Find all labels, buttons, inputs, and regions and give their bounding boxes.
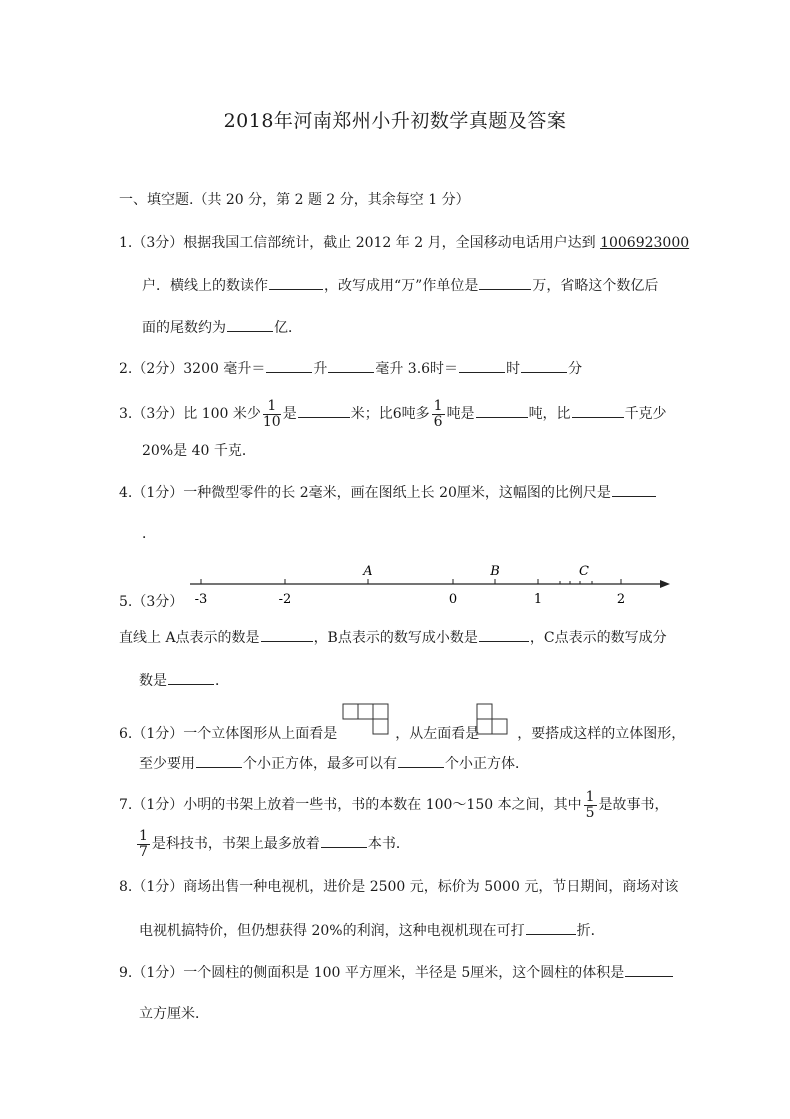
q2-text: 分 [568, 361, 583, 377]
q6-text: ，从左面看是 [395, 726, 480, 742]
page-title: 2018年河南郑州小升初数学真题及答案 [223, 110, 567, 132]
answer-blank[interactable] [625, 962, 673, 977]
q1-text: 万，省略这个数亿后 [532, 278, 659, 294]
question-1-line-1 [119, 233, 689, 253]
q5-text: ，B点表示的数写成小数是 [313, 630, 478, 646]
q1-text: 户．横线上的数读作 [142, 278, 268, 294]
question-6-line-1 [119, 724, 685, 744]
q2-text: 毫升 3.6时＝ [375, 361, 459, 377]
answer-blank[interactable] [612, 482, 656, 497]
answer-blank[interactable] [269, 275, 323, 290]
answer-blank[interactable] [328, 358, 374, 373]
fraction [263, 399, 281, 430]
q9-text: 9.（1分）一个圆柱的侧面积是 100 平方厘米，半径是 5厘米，这个圆柱的体积是 [119, 965, 625, 981]
question-8-line-2 [139, 920, 605, 941]
top-view-diagram [342, 703, 392, 737]
question-4-line-1 [119, 482, 657, 503]
number-line-ticks [201, 579, 621, 584]
fraction [432, 399, 445, 430]
point-b-label: B [490, 564, 500, 579]
q6-text: 个小正方体． [445, 756, 529, 772]
answer-blank[interactable] [321, 833, 367, 848]
q1-text: 1.（3分）根据我国工信部统计，截止 2012 年 2 月，全国移动电话用户达到 [119, 235, 601, 251]
cube-square [373, 719, 388, 734]
answer-blank[interactable] [298, 403, 350, 418]
answer-blank[interactable] [572, 403, 624, 418]
q1-number: 1006923000 [600, 235, 690, 251]
q6-text: 至少要用 [139, 756, 195, 772]
cube-square [373, 704, 388, 719]
q5-text: 数是 [139, 673, 167, 689]
tick-label: 0 [448, 592, 458, 607]
question-3-line-2: 20%是 40 千克． [142, 443, 256, 459]
fraction-denominator: 6 [433, 413, 443, 430]
question-9-line-2: 立方厘米． [139, 1006, 209, 1022]
cube-square [477, 704, 492, 719]
fraction-denominator: 7 [139, 843, 148, 860]
question-9-line-1 [119, 962, 674, 983]
answer-blank[interactable] [526, 920, 576, 935]
tick-label: -2 [278, 592, 292, 607]
q3-text: 吨，比 [528, 406, 571, 422]
fraction [137, 829, 150, 860]
fraction-denominator: 5 [585, 804, 595, 821]
fraction [584, 790, 597, 821]
answer-blank[interactable] [261, 627, 313, 642]
q6-text: 个小正方体，最多可以有 [243, 756, 397, 772]
q7-text: 是科技书，书架上最多放着 [151, 836, 320, 852]
tick-label: 1 [533, 592, 543, 607]
fraction-numerator: 1 [433, 397, 443, 414]
q5-text: ． [215, 673, 229, 689]
q3-text: 千克少 [624, 406, 667, 422]
answer-blank[interactable] [227, 317, 273, 332]
answer-blank[interactable] [266, 358, 312, 373]
cube-square [492, 719, 507, 734]
question-3-line-1 [119, 397, 667, 431]
question-5-label: 5.（3分） [119, 594, 184, 610]
answer-blank[interactable] [196, 753, 242, 768]
q2-text: 时 [506, 361, 521, 377]
question-5-line-2 [119, 627, 667, 648]
question-7-line-1 [119, 788, 669, 822]
answer-blank[interactable] [168, 670, 214, 685]
q3-text: 3.（3分）比 100 米少 [119, 406, 261, 422]
answer-blank[interactable] [459, 358, 505, 373]
number-line [180, 555, 670, 610]
q4-text: 4.（1分）一种微型零件的长 2毫米，画在图纸上长 20厘米，这幅图的比例尺是 [119, 485, 611, 501]
q1-text: 面的尾数约为 [142, 320, 226, 336]
point-c-label: C [579, 564, 589, 579]
question-1-line-3 [142, 317, 302, 338]
q3-text: 米；比6吨多 [350, 406, 430, 422]
q5-text: 直线上 A点表示的数是 [119, 630, 260, 646]
cube-square [343, 704, 358, 719]
cube-square [358, 704, 373, 719]
q3-text: 吨是 [446, 406, 475, 422]
question-7-line-2 [137, 827, 410, 861]
left-view-diagram [476, 703, 512, 737]
q1-text: ，改写成用“万”作单位是 [324, 278, 479, 294]
fraction-denominator: 10 [262, 413, 281, 430]
fraction-numerator: 1 [139, 827, 148, 844]
q5-text: ，C点表示的数写成分 [529, 630, 667, 646]
question-6-line-2 [139, 753, 529, 774]
section-heading: 一、填空题.（共 20 分，第 2 题 2 分，其余每空 1 分） [119, 192, 470, 208]
question-5-line-3 [139, 670, 229, 691]
q2-text: 升 [313, 361, 328, 377]
q8-text: 折． [576, 923, 605, 939]
point-a-label: A [363, 564, 373, 579]
question-8-line-1: 8.（1分）商场出售一种电视机，进价是 2500 元，标价为 5000 元，节日期间，商场对该 [119, 879, 679, 895]
question-4-line-2: ． [142, 526, 156, 542]
answer-blank[interactable] [398, 753, 444, 768]
answer-blank[interactable] [479, 275, 531, 290]
question-2 [119, 358, 582, 379]
q8-text: 电视机搞特价，但仍想获得 20%的利润，这种电视机现在可打 [139, 923, 525, 939]
answer-blank[interactable] [521, 358, 567, 373]
q1-text: 亿． [274, 320, 302, 336]
cube-square [477, 719, 492, 734]
fraction-numerator: 1 [585, 788, 595, 805]
q2-text: 2.（2分）3200 毫升＝ [119, 361, 266, 377]
q7-text: 本书． [367, 836, 410, 852]
answer-blank[interactable] [476, 403, 528, 418]
tick-label: -3 [194, 592, 208, 607]
question-1-line-2 [142, 275, 658, 296]
number-line-arrow [660, 580, 670, 588]
tick-label: 2 [616, 592, 626, 607]
q6-text: 6.（1分）一个立体图形从上面看是 [119, 726, 338, 742]
q7-text: 7.（1分）小明的书架上放着一些书，书的本数在 100～150 本之间，其中 [119, 797, 582, 813]
fraction-numerator: 1 [263, 399, 281, 415]
q7-text: 是故事书， [598, 797, 669, 813]
q3-text: 是 [282, 406, 297, 422]
answer-blank[interactable] [479, 627, 529, 642]
q6-text: ，要搭成这样的立体图形， [517, 726, 686, 742]
